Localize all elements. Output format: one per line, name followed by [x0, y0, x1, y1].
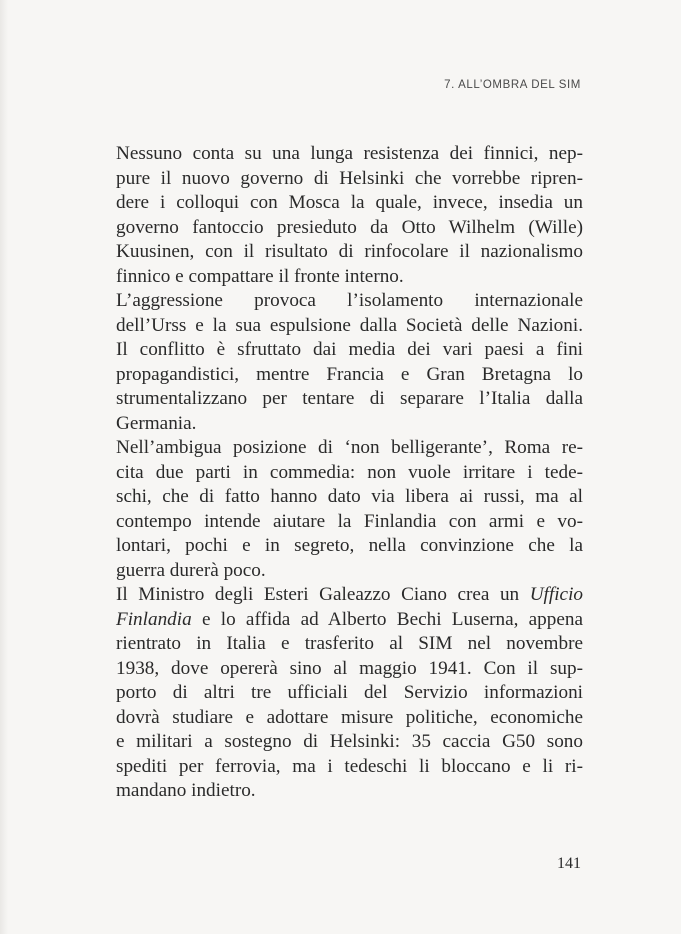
text-segment: e lo affida ad Alberto Bechi Luserna, appena — [191, 608, 583, 630]
text-line — [116, 657, 583, 682]
text-segment: rientrato in Italia e trasferito al SIM nel novembre — [116, 633, 583, 654]
text-line — [116, 216, 583, 241]
text-line — [116, 191, 583, 216]
text-segment: e militari a sostegno di Helsinki: 35 caccia G50 sono — [116, 731, 583, 752]
text-line — [116, 559, 583, 584]
running-head: 7. ALL’OMBRA DEL SIM — [444, 79, 581, 91]
text-line — [116, 240, 583, 265]
text-line — [116, 681, 583, 706]
page-edge-shadow — [0, 0, 8, 934]
text-segment: cita due parti in commedia: non vuole irritare i tede- — [116, 461, 583, 483]
text-line — [116, 583, 583, 608]
text-line — [116, 632, 583, 657]
text-line — [116, 289, 583, 314]
text-segment: Nell’ambigua posizione di ‘non belligerante’, Roma re- — [116, 437, 583, 458]
text-line — [116, 706, 583, 731]
text-line — [116, 730, 583, 755]
text-line — [116, 510, 583, 535]
paragraph — [116, 289, 583, 436]
text-segment: spediti per ferrovia, ma i tedeschi li bloccano e li ri- — [116, 755, 583, 777]
text-segment: 1938, dove opererà sino al maggio 1941. Con il sup- — [116, 657, 583, 679]
page-number: 141 — [557, 855, 581, 872]
text-line — [116, 485, 583, 510]
text-segment: guerra durerà poco. — [116, 559, 266, 581]
text-segment: Kuusinen, con il risultato di rinfocolare il nazionalismo — [116, 241, 583, 262]
text-line — [116, 363, 583, 388]
text-line — [116, 608, 583, 633]
text-segment: porto di altri tre ufficiali del Servizio informazioni — [116, 682, 583, 703]
text-segment: lontari, pochi e in segreto, nella convinzione che la — [116, 535, 583, 556]
text-line — [116, 534, 583, 559]
italic-segment: Finlandia — [116, 608, 192, 630]
body-text — [116, 142, 583, 804]
text-segment: schi, che di fatto hanno dato via libera ai russi, ma al — [116, 486, 583, 507]
text-segment: contempo intende aiutare la Finlandia con armi e vo- — [116, 510, 583, 532]
paragraph — [116, 142, 583, 289]
text-segment: Il conflitto è sfruttato dai media dei vari paesi a fini — [116, 339, 583, 360]
text-line — [116, 387, 583, 412]
text-line — [116, 167, 583, 192]
text-line — [116, 142, 583, 167]
text-segment: pure il nuovo governo di Helsinki che vorrebbe ripren- — [116, 167, 583, 189]
paragraph — [116, 583, 583, 804]
text-segment: L’aggressione provoca l’isolamento internazionale — [116, 290, 583, 311]
paragraph — [116, 436, 583, 583]
text-line — [116, 412, 583, 437]
text-segment: finnico e compattare il fronte interno. — [116, 265, 404, 287]
text-line — [116, 265, 583, 290]
text-segment: propagandistici, mentre Francia e Gran Bretagna lo — [116, 363, 583, 385]
text-segment: Il Ministro degli Esteri Galeazzo Ciano crea un — [116, 584, 530, 605]
italic-segment: Ufficio — [529, 584, 583, 605]
text-line — [116, 314, 583, 339]
text-segment: strumentalizzano per tentare di separare l’Italia dalla — [116, 388, 583, 409]
text-segment: dell’Urss e la sua espulsione dalla Società delle Nazioni. — [116, 314, 583, 336]
text-line — [116, 755, 583, 780]
text-line — [116, 779, 583, 804]
text-segment: dere i colloqui con Mosca la quale, invece, insedia un — [116, 192, 583, 213]
text-line — [116, 436, 583, 461]
text-line — [116, 338, 583, 363]
text-segment: mandano indietro. — [116, 780, 256, 801]
text-segment: Nessuno conta su una lunga resistenza dei finnici, nep- — [116, 143, 583, 164]
text-segment: dovrà studiare e adottare misure politiche, economiche — [116, 706, 583, 728]
text-line — [116, 461, 583, 486]
text-segment: governo fantoccio presieduto da Otto Wilhelm (Wille) — [116, 216, 583, 238]
text-segment: Germania. — [116, 412, 197, 434]
